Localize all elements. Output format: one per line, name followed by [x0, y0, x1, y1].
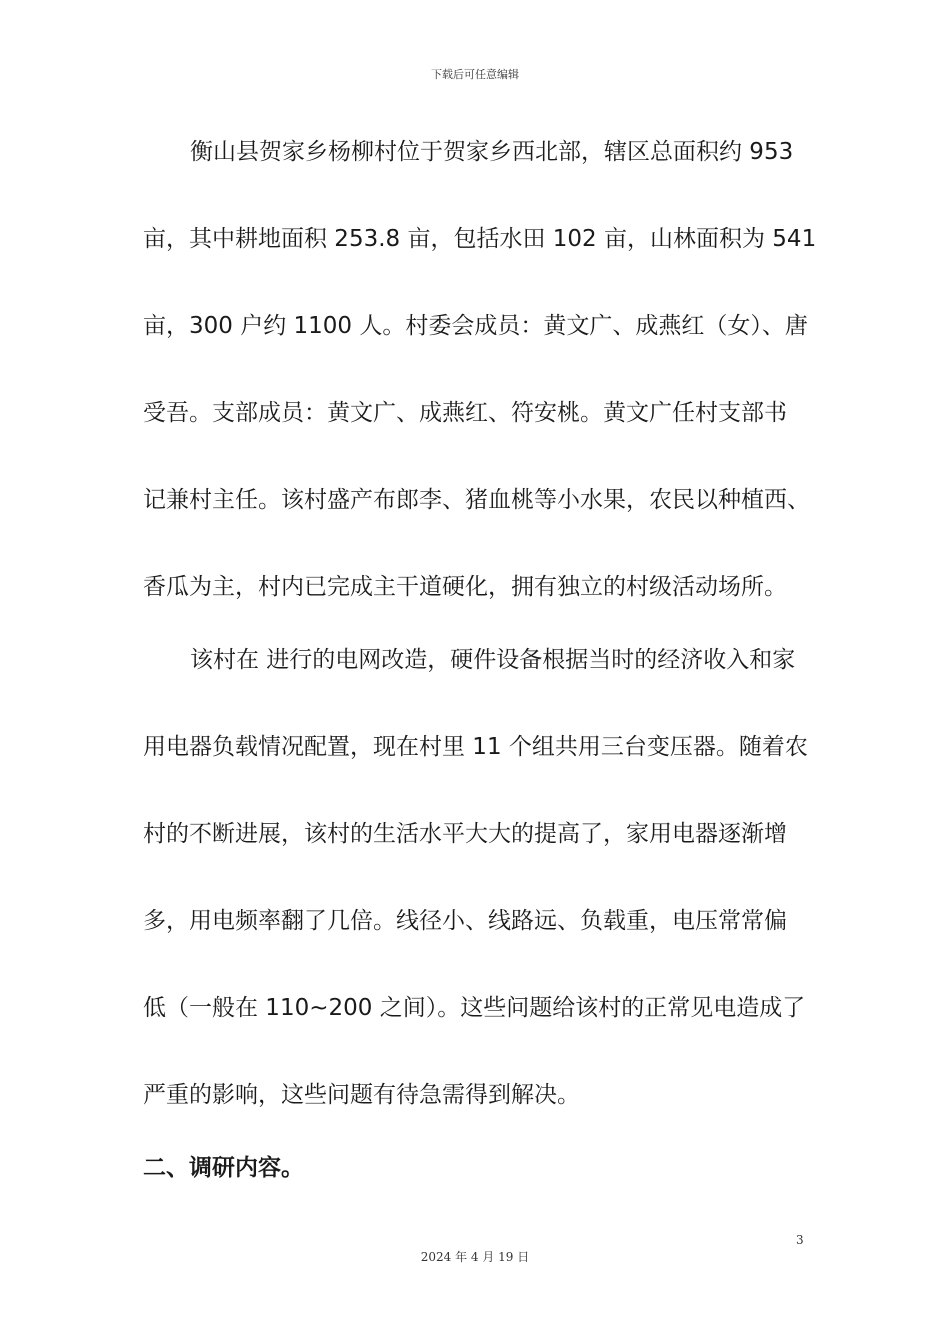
paragraph-1-line-5: 记兼村主任。该村盛产布郎李、猪血桃等小水果，农民以种植西、: [143, 487, 810, 513]
paragraph-2-line-1: 该村在 进行的电网改造，硬件设备根据当时的经济收入和家: [190, 647, 796, 673]
paragraph-1-line-4: 受吾。支部成员：黄文广、成燕红、符安桃。黄文广任村支部书: [143, 400, 787, 426]
paragraph-1-line-3: 亩，300 户约 1100 人。村委会成员：黄文广、成燕红（女）、唐: [143, 313, 808, 339]
document-body: [143, 0, 823, 1200]
paragraph-2-line-5: 低（一般在 110~200 之间）。这些问题给该村的正常见电造成了: [143, 995, 806, 1021]
paragraph-2-line-2: 用电器负载情况配置，现在村里 11 个组共用三台变压器。随着农: [143, 734, 808, 760]
header-note: 下载后可任意编辑: [431, 68, 519, 81]
section-heading: 二、调研内容。: [143, 1155, 304, 1181]
paragraph-2-line-4: 多，用电频率翻了几倍。线径小、线路远、负载重，电压常常偏: [143, 908, 787, 934]
paragraph-1-line-2: 亩，其中耕地面积 253.8 亩，包括水田 102 亩，山林面积为 541: [143, 226, 817, 252]
paragraph-2-line-6: 严重的影响，这些问题有待急需得到解决。: [143, 1082, 580, 1108]
footer-date: 2024 年 4 月 19 日: [420, 1250, 530, 1264]
paragraph-2-line-3: 村的不断进展，该村的生活水平大大的提高了，家用电器逐渐增: [143, 821, 787, 847]
paragraph-1-line-1: 衡山县贺家乡杨柳村位于贺家乡西北部，辖区总面积约 953: [190, 139, 794, 165]
paragraph-1-line-6: 香瓜为主，村内已完成主干道硬化，拥有独立的村级活动场所。: [143, 574, 787, 600]
page-number: 3: [796, 1233, 804, 1247]
